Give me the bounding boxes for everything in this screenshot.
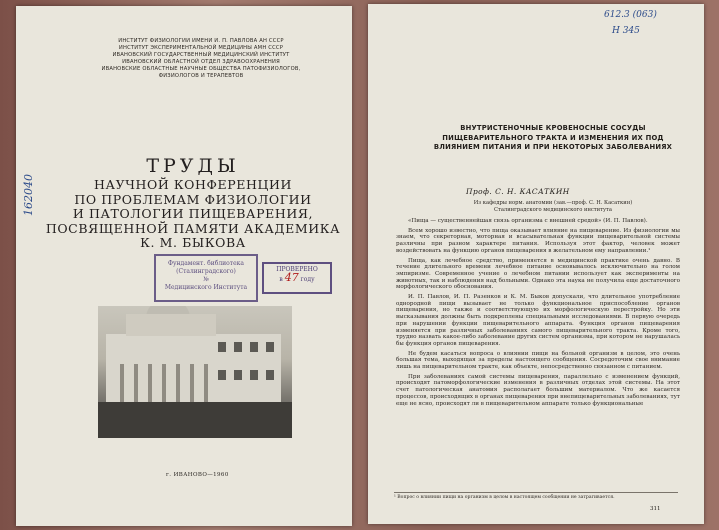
handwritten-inventory-number: 162040 [22, 174, 35, 216]
article-paragraph: «Пища — существеннейшая связь организма с внешней средой» (И. П. Павлов). [408, 218, 648, 224]
window [266, 370, 274, 380]
window [266, 342, 274, 352]
stamp-word: в [279, 276, 283, 283]
institution-line: ИНСТИТУТ ФИЗИОЛОГИИ ИМЕНИ И. П. ПАВЛОВА АН СССР [118, 38, 284, 44]
stamp-year-row [264, 271, 330, 284]
stamp-line: Фундамент. библиотека [168, 260, 244, 267]
building-roof [126, 314, 216, 336]
cover-title-line: ПОСВЯЩЕННОЙ ПАМЯТИ АКАДЕМИКА [45, 220, 341, 236]
checked-stamp [262, 262, 332, 294]
building-photo [98, 306, 292, 438]
cover-page [16, 6, 352, 526]
cover-title-line: НАУЧНОЙ КОНФЕРЕНЦИИ [94, 177, 292, 192]
window [250, 342, 258, 352]
cover-title-line: И ПАТОЛОГИИ ПИЩЕВАРЕНИЯ, [72, 206, 314, 221]
stamp-line: Медицинского Института [164, 284, 248, 291]
library-stamp [154, 254, 258, 302]
footnote: ¹ Вопрос о влиянии пищи на организм в целом в настоящем сообщении не затрагивается. [394, 492, 678, 501]
trees-foreground [98, 402, 292, 438]
institution-line: ИВАНОВСКИЙ ОБЛАСТНОЙ ОТДЕЛ ЗДРАВООХРАНЕНИЯ [122, 59, 280, 65]
institution-line: ФИЗИОЛОГОВ И ТЕРАПЕВТОВ [158, 73, 244, 79]
article-paragraph: Пища, как лечебное средство, применяется в медицинской практике очень давно. В течение длительного времени лечебное питание основывалось исключительно на голом эмпиризме. Современное учение о лечебном питании использует как эксперименты на животных, так и наблюдения над больными. Однако эта наука не получила еще достаточного морфологического обоснования. [396, 257, 680, 291]
article-paragraph: Не будем касаться вопроса о влиянии пищи на больной организм в целом, это очень большая тема, выходящая за пределы настоящего сообщения. Сосредоточим свое внимание лишь на пищеварительном тракте, как объекте, непосредственно связанном с питанием. [396, 350, 680, 371]
window [234, 342, 242, 352]
window [234, 370, 242, 380]
article-title-line: ВЛИЯНИЕМ ПИТАНИЯ И ПРИ НЕКОТОРЫХ ЗАБОЛЕВАНИЯХ [433, 143, 673, 151]
affiliation-line: Из кафедры норм. анатомии (зав.—проф. С. Н. Касаткин) [473, 200, 633, 206]
window [218, 342, 226, 352]
stamp-line: (Сталинградского) [176, 268, 236, 275]
cover-title-line: К. М. БЫКОВА [140, 235, 246, 250]
institution-line: ИНСТИТУТ ЭКСПЕРИМЕНТАЛЬНОЙ МЕДИЦИНЫ АМН СССР [118, 45, 284, 51]
stamp-line: ПРОВЕРЕНО [276, 266, 318, 273]
article-paragraph: И. П. Павлов, И. П. Разенков и К. М. Быков допускали, что длительное употребление однородной пищи вызывает не только функциональное приспособление органов пищеварения, но также и соответствующую их морфологическую перестройку. Но эти высказывания должны быть подкреплены специальными исследованиями. В первую очередь при нарушении функции пищеварительного аппарата. Функция органов пищеварения изменяется при различных заболеваниях самого пищеварительного тракта. Кроме того, трудно назвать какое-либо заболевание других систем организма, при котором не нарушалась бы функция органов пищеварения. [396, 294, 680, 347]
article-author: Проф. С. Н. КАСАТКИН [466, 187, 570, 196]
cover-title [38, 154, 348, 251]
article-paragraph: При заболеваниях самой системы пищеварения, параллельно с изменением функций, происходят патоморфологические изменения в различных отделах этой системы. На этот счет патологическая анатомия располагает большим материалом. Что же касается процессов, происходящих в органах пищеварения при внепищеварительных заболеваниях, тут еще не ясно, происходят ли в пищеварительном аппарате только функциональные [396, 373, 680, 407]
page-number: 311 [650, 506, 661, 512]
article-affiliation [428, 200, 678, 214]
article-body [396, 218, 680, 407]
article-title-line: ВНУТРИСТЕНОЧНЫЕ КРОВЕНОСНЫЕ СОСУДЫ [460, 124, 646, 132]
stamp-line: № [203, 276, 209, 283]
institutions-header [66, 38, 336, 80]
affiliation-line: Сталинградского медицинского института [493, 207, 613, 213]
window [218, 370, 226, 380]
stamp-handwritten-year: 47 [284, 271, 299, 284]
article-page [368, 4, 704, 524]
institution-line: ИВАНОВСКИЕ ОБЛАСТНЫЕ НАУЧНЫЕ ОБЩЕСТВА ПАТОФИЗИОЛОГОВ, [101, 66, 301, 72]
article-paragraph: Всем хорошо известно, что пища оказывает влияние на пищеварение. Из физиологии мы знаем, что секреторная, моторная и всасывательная функции пищеварительной системы различны при разном характере питания. Используя этот фактор, человек может воздействовать на функцию органов пищеварения в желательном ему направлении.¹ [396, 227, 680, 254]
handwritten-code: Н 345 [612, 26, 640, 36]
article-title-line: ПИЩЕВАРИТЕЛЬНОГО ТРАКТА И ИЗМЕНЕНИЯ ИХ ПОД [442, 133, 664, 142]
cover-title-main: ТРУДЫ [146, 155, 240, 177]
institution-line: ИВАНОВСКИЙ ГОСУДАРСТВЕННЫЙ МЕДИЦИНСКИЙ ИНСТИТУТ [112, 52, 290, 58]
window [250, 370, 258, 380]
imprint-footer: г. ИВАНОВО—1960 [166, 472, 229, 478]
stamp-word: году [300, 276, 315, 283]
handwritten-classification: 612.3 (063) [604, 10, 657, 20]
article-title [428, 124, 678, 153]
cover-title-line: ПО ПРОБЛЕМАМ ФИЗИОЛОГИИ [74, 191, 312, 207]
